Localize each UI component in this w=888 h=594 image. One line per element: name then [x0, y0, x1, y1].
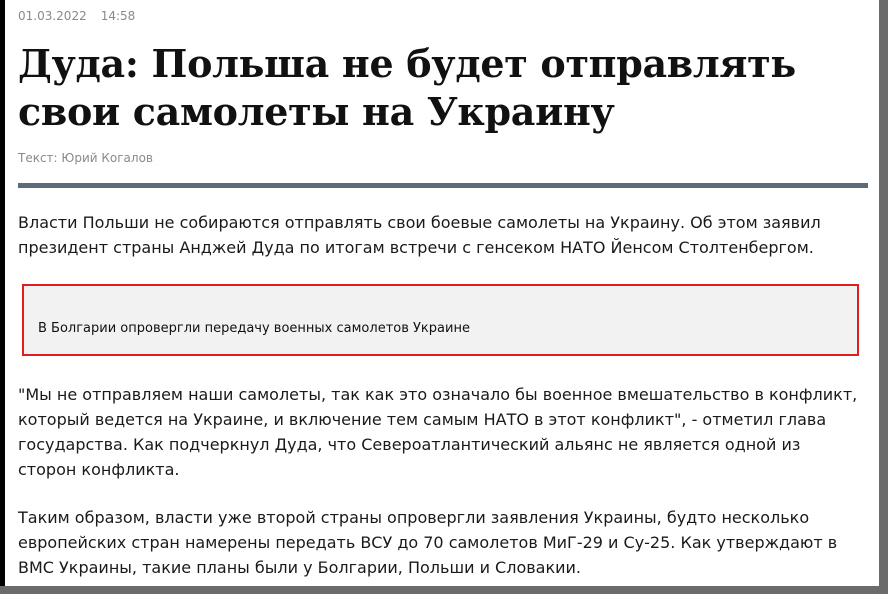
article-paragraph-3: Таким образом, власти уже второй страны опровергли заявления Украины, будто несколько европейских стран намерены передать ВСУ до 70 самолетов МиГ-29 и Су-25. Как утверждают в ВМС Украины, такие планы были у Болгарии, Польши и Словакии.: [18, 508, 838, 577]
title-divider: [18, 183, 868, 188]
related-article-link[interactable]: В Болгарии опровергли передачу военных самолетов Украине: [38, 321, 470, 336]
article-title: Дуда: Польша не будет отправлять свои самолеты на Украину: [18, 41, 796, 134]
window-frame-right: [879, 0, 888, 594]
publish-time: 14:58: [100, 9, 136, 23]
article-page: [5, 0, 879, 586]
article-paragraph-1: Власти Польши не собираются отправлять свои боевые самолеты на Украину. Об этом заявил президент страны Анджей Дуда по итогам встречи с генсеком НАТО Йенсом Столтенбергом.: [18, 213, 821, 257]
article-meta: [18, 9, 135, 23]
article-paragraph-2: "Мы не отправляем наши самолеты, так как это означало бы военное вмешательство в конфликт, который ведется на Украине, и включение тем самым НАТО в этот конфликт", - отметил глава государства. Как подчеркнул Дуда, что Североатлантический альянс не является одной из сторон конфликта.: [18, 385, 858, 479]
related-article-box[interactable]: [22, 284, 859, 356]
publish-date: 01.03.2022: [18, 9, 87, 23]
article-author[interactable]: Текст: Юрий Когалов: [18, 151, 153, 165]
window-frame-bottom: [0, 586, 888, 594]
